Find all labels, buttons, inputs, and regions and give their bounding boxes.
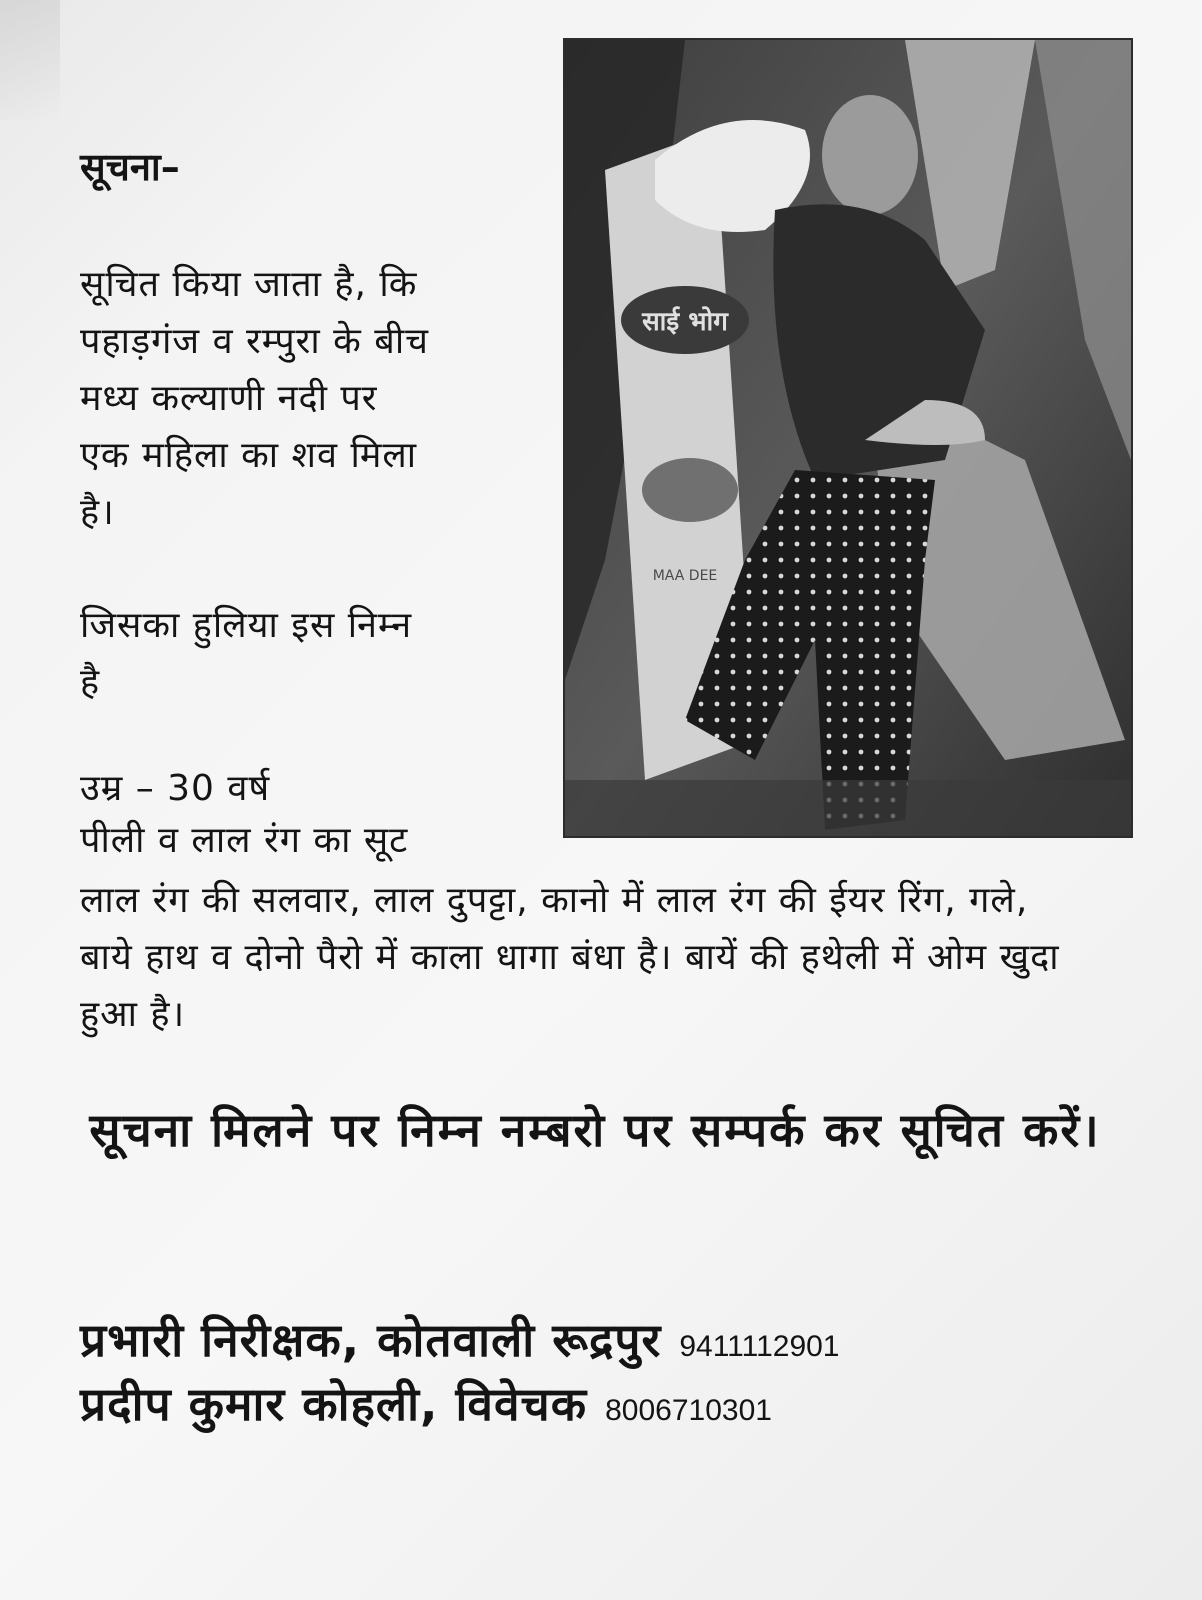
contact-appeal: सूचना मिलने पर निम्न नम्बरो पर सम्पर्क कर सूचित करें।: [89, 1103, 1101, 1157]
contact-phone: 9411112901: [679, 1330, 840, 1363]
sack-small-label: MAA DEE: [652, 568, 718, 584]
description-line: जिसका हुलिया इस निम्न: [80, 605, 413, 646]
clothing-details: लाल रंग की सलवार, लाल दुपट्टा, कानो में लाल रंग की ईयर रिंग, गले, बाये हाथ व दोनो पैरो में काला धागा बंधा है। बायें की हथेली में ओम खुदा हुआ है।: [80, 880, 1060, 1035]
body-photo-graphic: [565, 40, 1131, 836]
intro-line: सूचित किया जाता है, कि: [80, 264, 418, 305]
contact-name: प्रदीप कुमार कोहली, विवेचक: [80, 1377, 588, 1431]
body-photo: [563, 38, 1133, 838]
description-line: है: [80, 662, 101, 703]
notice-intro: [80, 256, 429, 541]
contact-name: प्रभारी निरीक्षक, कोतवाली रूद्रपुर: [80, 1313, 662, 1367]
head: [822, 95, 918, 215]
intro-line: है।: [80, 492, 115, 533]
age-line: उम्र – 30 वर्ष: [80, 768, 271, 809]
contact-row-inspector: [80, 1308, 840, 1370]
notice-title: सूचना–: [80, 145, 180, 189]
sack-label: साई भोग: [642, 307, 728, 337]
paper-corner-shadow: [0, 0, 60, 120]
suit-line: पीली व लाल रंग का सूट: [80, 820, 409, 861]
description-heading: [80, 597, 412, 711]
intro-line: मध्य कल्याणी नदी पर: [80, 378, 378, 419]
intro-line: पहाड़गंज व रम्पुरा के बीच: [80, 321, 430, 362]
contact-row-investigator: [80, 1372, 772, 1434]
intro-line: एक महिला का शव मिला: [80, 435, 418, 476]
contact-phone: 8006710301: [605, 1394, 772, 1427]
